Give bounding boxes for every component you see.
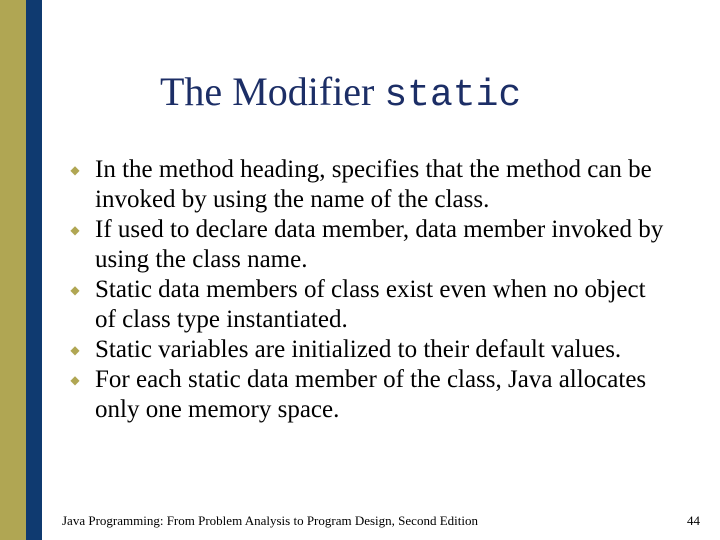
bullet-text: In the method heading, specifies that the method can be invoked by using the name of the class. [95,156,652,213]
slide-title-text: The Modifier [160,69,385,114]
diamond-icon: ◆ [70,163,80,177]
bullet-item [70,275,670,335]
bullet-item [70,155,670,215]
bullet-text: If used to declare data member, data member invoked by using the class name. [95,216,664,273]
bullet-text: For each static data member of the class, Java allocates only one memory space. [95,366,647,423]
slide-title [160,68,521,120]
left-accent-bar-navy [26,0,42,540]
diamond-icon: ◆ [70,283,80,297]
bullet-text: Static data members of class exist even when no object of class type instantiated. [95,276,646,333]
slide-title-code: static [384,74,522,117]
bullet-item [70,215,670,275]
page-number: 44 [687,513,700,528]
footer-source: Java Programming: From Problem Analysis to Program Design, Second Edition [62,513,478,528]
diamond-icon: ◆ [70,223,80,237]
left-accent-bar-olive [0,0,26,540]
bullet-item [70,335,670,365]
diamond-icon: ◆ [70,343,80,357]
bullet-item [70,365,670,425]
diamond-icon: ◆ [70,373,80,387]
bullet-list [70,155,670,425]
bullet-text: Static variables are initialized to their default values. [95,336,622,363]
